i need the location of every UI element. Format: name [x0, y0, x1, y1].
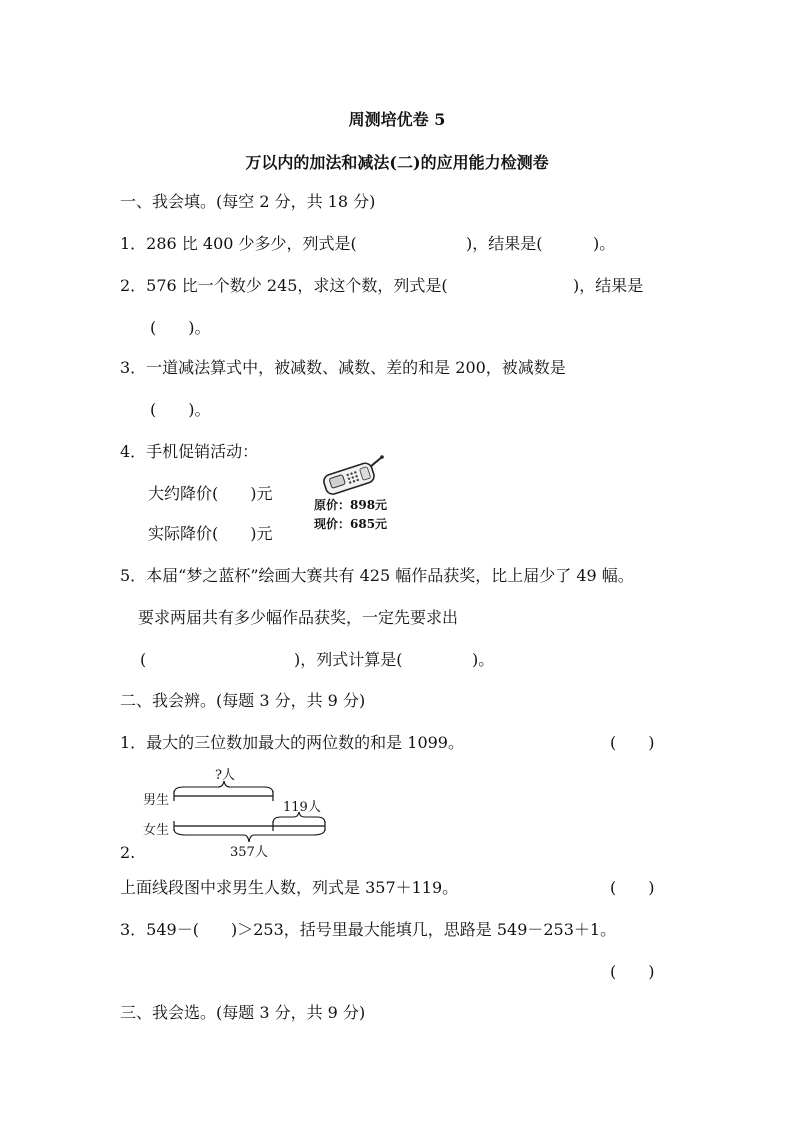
q1-5-line3-open: (	[140, 650, 147, 669]
section-2-heading: 二、我会辨。(每题 3 分，共 9 分)	[120, 691, 366, 710]
q1-4-item2: 实际降价( )元	[148, 524, 273, 543]
q1-2-end: )，结果是	[573, 276, 644, 295]
q2-2-text: 上面线段图中求男生人数，列式是 357＋119。	[120, 878, 459, 897]
diagram-question-label: ?人	[215, 768, 235, 783]
q2-1-text: 1．最大的三位数加最大的两位数的和是 1099。	[120, 733, 464, 752]
diagram-difference-label: 119人	[283, 800, 321, 815]
section-3-heading: 三、我会选。(每题 3 分，共 9 分)	[120, 1003, 366, 1022]
diagram-boys-label: 男生	[143, 793, 170, 808]
q1-1-end: )。	[593, 234, 616, 253]
q1-1-text: 1．286 比 400 少多少，列式是(	[120, 234, 357, 253]
original-price: 原价：898元	[314, 498, 388, 512]
diagram-total-label: 357人	[230, 845, 268, 860]
q1-4-text: 4．手机促销活动：	[120, 442, 259, 461]
q1-5-text: 5．本届“梦之蓝杯”绘画大赛共有 425 幅作品获奖，比上届少了 49 幅。	[120, 566, 634, 585]
q2-2-answer-paren: ( )	[610, 878, 655, 897]
current-price: 现价：685元	[314, 517, 388, 531]
mobile-phone-icon	[318, 455, 388, 499]
q1-1-mid: )，结果是(	[466, 234, 543, 253]
q1-5-line3-mid: )，列式计算是(	[294, 650, 403, 669]
q2-2-number: 2.	[120, 843, 136, 862]
diagram-girls-label: 女生	[143, 823, 170, 838]
q1-2-line2: ( )。	[150, 318, 211, 337]
q1-3-line2: ( )。	[150, 400, 211, 419]
q2-3-text: 3．549－( )＞253，括号里最大能填几，思路是 549－253＋1。	[120, 920, 617, 939]
worksheet-title: 周测培优卷 5	[348, 110, 446, 129]
section-1-heading: 一、我会填。(每空 2 分，共 18 分)	[120, 192, 376, 211]
q2-1-answer-paren: ( )	[610, 733, 655, 752]
q1-2-text: 2．576 比一个数少 245，求这个数，列式是(	[120, 276, 448, 295]
q1-5-line2: 要求两届共有多少幅作品获奖，一定先要求出	[138, 608, 459, 627]
q1-3-text: 3．一道减法算式中，被减数、减数、差的和是 200，被减数是	[120, 358, 566, 377]
q2-3-answer-paren: ( )	[610, 962, 655, 981]
q1-5-line3-end: )。	[472, 650, 495, 669]
q1-4-item1: 大约降价( )元	[148, 484, 273, 503]
worksheet-subtitle: 万以内的加法和减法(二)的应用能力检测卷	[245, 153, 549, 172]
